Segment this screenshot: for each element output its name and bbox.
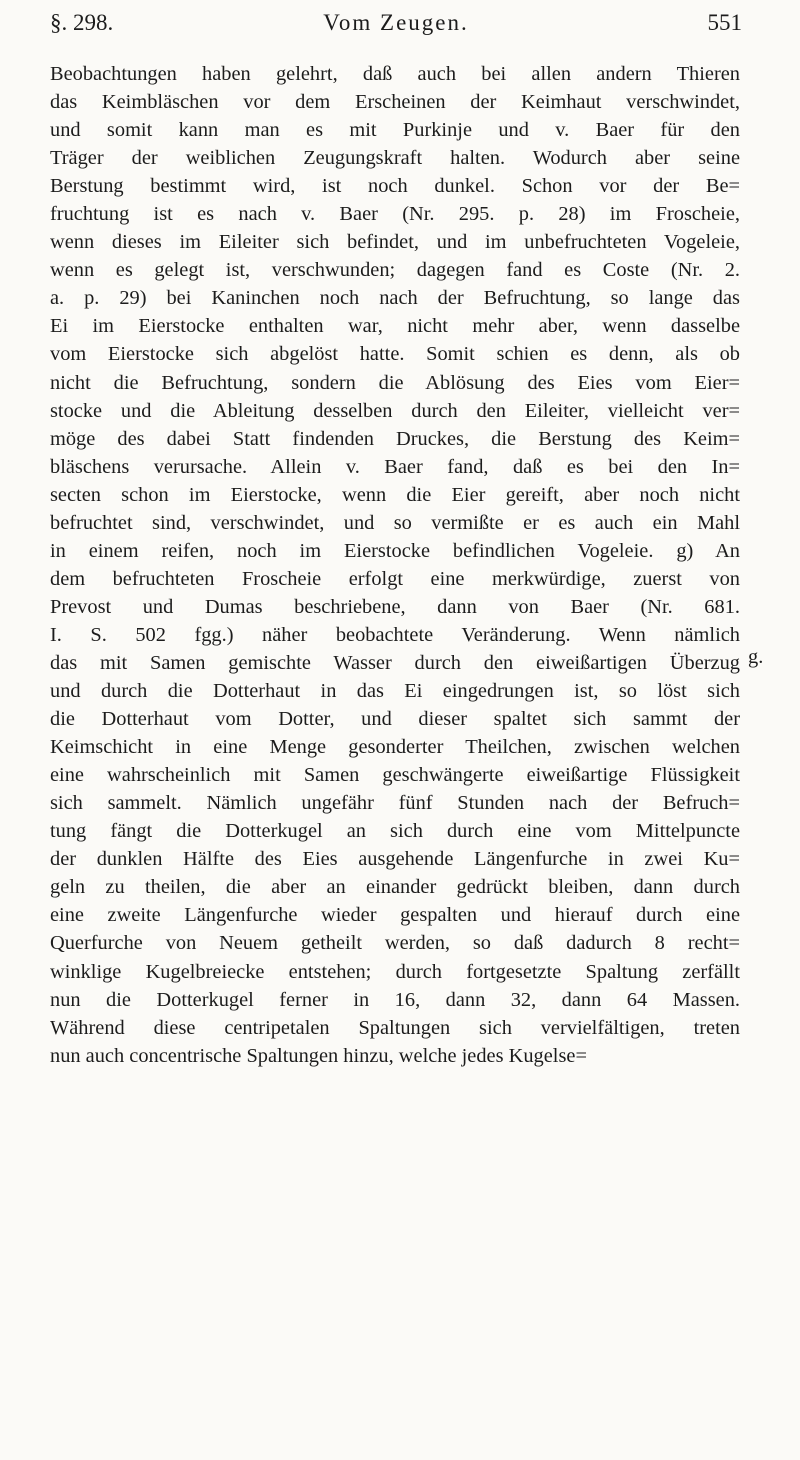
text-line: der dunklen Hälfte des Eies ausgehende Längenfurche in zwei Ku= [50,848,740,871]
text-line: Während diese centripetalen Spaltungen sich vervielfältigen, treten [50,1016,740,1039]
text-line: und durch die Dotterhaut in das Ei eingedrungen ist, so löst sich [50,680,740,703]
text-line: fruchtung ist es nach v. Baer (Nr. 295. p. 28) im Froscheie, [50,203,740,226]
text-line: in einem reifen, noch im Eierstocke befindlichen Vogeleie. g) An [50,539,740,562]
text-line: bläschens verursache. Allein v. Baer fand, daß es bei den In= [50,455,740,478]
text-line: vom Eierstocke sich abgelöst hatte. Somit schien es denn, als ob [50,343,740,366]
text-line: Träger der weiblichen Zeugungskraft halten. Wodurch aber seine [50,147,740,170]
body-text [50,60,740,1070]
text-line: Prevost und Dumas beschriebene, dann von Baer (Nr. 681. [50,595,740,618]
text-line: secten schon im Eierstocke, wenn die Eier gereift, aber noch nicht [50,483,740,506]
text-line: winklige Kugelbreiecke entstehen; durch fortgesetzte Spaltung zerfällt [50,960,740,983]
text-line: nicht die Befruchtung, sondern die Ablösung des Eies vom Eier= [50,371,740,394]
text-line: dem befruchteten Froscheie erfolgt eine merkwürdige, zuerst von [50,567,740,590]
text-line: Querfurche von Neuem getheilt werden, so daß dadurch 8 recht= [50,932,740,955]
text-line: geln zu theilen, die aber an einander gedrückt bleiben, dann durch [50,876,740,899]
text-line: eine wahrscheinlich mit Samen geschwängerte eiweißartige Flüssigkeit [50,764,740,787]
text-line: Beobachtungen haben gelehrt, daß auch bei allen andern Thieren [50,63,740,85]
text-line: nun die Dotterkugel ferner in 16, dann 32, dann 64 Massen. [50,988,740,1011]
text-line: befruchtet sind, verschwindet, und so vermißte er es auch ein Mahl [50,511,740,534]
text-line: wenn dieses im Eileiter sich befindet, und im unbefruchteten Vogeleie, [50,231,740,254]
running-title: Vom Zeugen. [323,10,469,35]
text-line: eine zweite Längenfurche wieder gespalten und hierauf durch eine [50,904,740,927]
text-line: möge des dabei Statt findenden Druckes, die Berstung des Keim= [50,427,740,450]
running-header [50,10,742,44]
text-line: a. p. 29) bei Kaninchen noch nach der Befruchtung, so lange das [50,287,740,310]
text-line: Berstung bestimmt wird, ist noch dunkel. Schon vor der Be= [50,175,740,198]
text-line: stocke und die Ableitung desselben durch den Eileiter, vielleicht ver= [50,399,740,422]
text-line: die Dotterhaut vom Dotter, und dieser spaltet sich sammt der [50,708,740,731]
text-line: tung fängt die Dotterkugel an sich durch eine vom Mittelpuncte [50,820,740,843]
text-line: das mit Samen gemischte Wasser durch den eiweißartigen Überzug [50,651,740,674]
text-line: Ei im Eierstocke enthalten war, nicht mehr aber, wenn dasselbe [50,315,740,338]
text-line: wenn es gelegt ist, verschwunden; dagegen fand es Coste (Nr. 2. [50,259,740,282]
text-line: und somit kann man es mit Purkinje und v. Baer für den [50,119,740,142]
text-line: das Keimbläschen vor dem Erscheinen der Keimhaut verschwindet, [50,91,740,114]
text-line: Keimschicht in eine Menge gesonderter Theilchen, zwischen welchen [50,736,740,759]
margin-note: g. [748,646,764,668]
text-line: nun auch concentrische Spaltungen hinzu, welche jedes Kugelse= [50,1044,587,1067]
text-line: sich sammelt. Nämlich ungefähr fünf Stunden nach der Befruch= [50,792,740,815]
page-number: 551 [707,10,742,35]
text-line: I. S. 502 fgg.) näher beobachtete Veränderung. Wenn nämlich [50,623,740,646]
section-number: §. 298. [50,10,114,35]
